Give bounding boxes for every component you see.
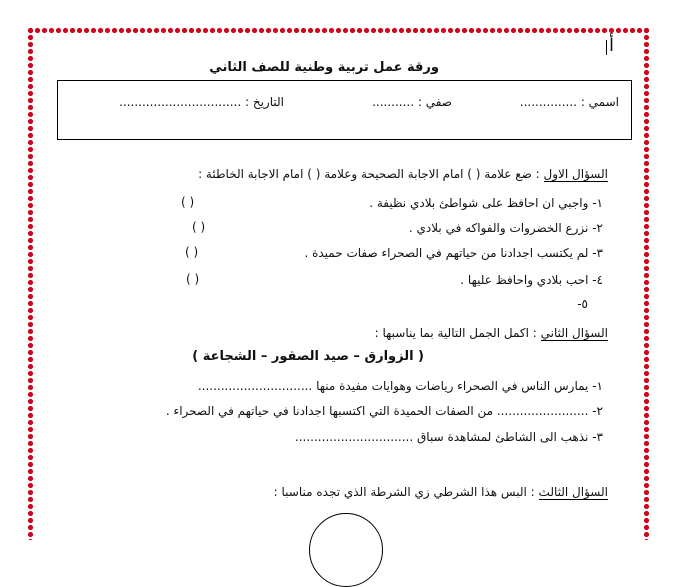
text-cursor [606, 40, 607, 55]
q3-heading [274, 484, 608, 500]
dotted-border-left [27, 27, 34, 540]
student-info-box [57, 80, 632, 140]
worksheet-title: ورقة عمل تربية وطنية للصف الثاني [209, 60, 439, 75]
q2-title: السؤال الثاني [540, 326, 608, 340]
q1-heading [198, 166, 608, 182]
class-field: صفي : ........... [372, 95, 452, 109]
q1-answer-blank-4: ( ) [186, 272, 200, 286]
q1-item-1: ١- واجبي ان احافظ على شواطئ بلادي نظيفة . [369, 196, 603, 210]
q1-title: السؤال الاول [543, 167, 608, 181]
q2-item-1: ١- يمارس الناس في الصحراء رياضات وهوايات مفيدة منها .............................. [197, 379, 603, 393]
q1-item-4: ٤- احب بلادي واحافظ عليها . [460, 273, 603, 287]
dotted-border-top [27, 27, 650, 34]
date-field: التاريخ : ................................ [119, 95, 284, 109]
q1-answer-blank-1: ( ) [181, 195, 195, 209]
dotted-border-right [643, 27, 650, 540]
q1-item-2: ٢- نزرع الخضروات والفواكه في بلادي . [408, 221, 603, 235]
q2-heading [375, 325, 608, 341]
q1-item-5: ٥- [577, 297, 588, 311]
police-figure-head [309, 513, 383, 587]
name-field: اسمي : ............... [519, 95, 619, 109]
q1-answer-blank-2: ( ) [192, 220, 206, 234]
q3-title: السؤال الثالث [538, 485, 608, 499]
q3-instruction: : البس هذا الشرطي زي الشرطة الذي تجده مناسبا : [273, 485, 535, 499]
q1-instruction: : ضع علامة ( ) امام الاجابة الصحيحة وعلامة ( ) امام الاجابة الخاطئة : [198, 167, 540, 181]
q2-word-bank: ( الزوارق – صيد الصقور – الشجاعة ) [192, 349, 424, 364]
q2-item-3: ٣- نذهب الى الشاطئ لمشاهدة سباق ............................... [294, 430, 603, 444]
q2-instruction: : اكمل الجمل التالية بما يناسبها : [374, 326, 537, 340]
q1-item-3: ٣- لم يكتسب اجدادنا من حياتهم في الصحراء صفات حميدة . [304, 246, 603, 260]
page-number: أ [608, 35, 614, 56]
q1-answer-blank-3: ( ) [185, 245, 199, 259]
q2-item-2: ٢- ........................ من الصفات الحميدة التي اكتسبها اجدادنا في حياتهم في الصحراء . [165, 404, 603, 418]
